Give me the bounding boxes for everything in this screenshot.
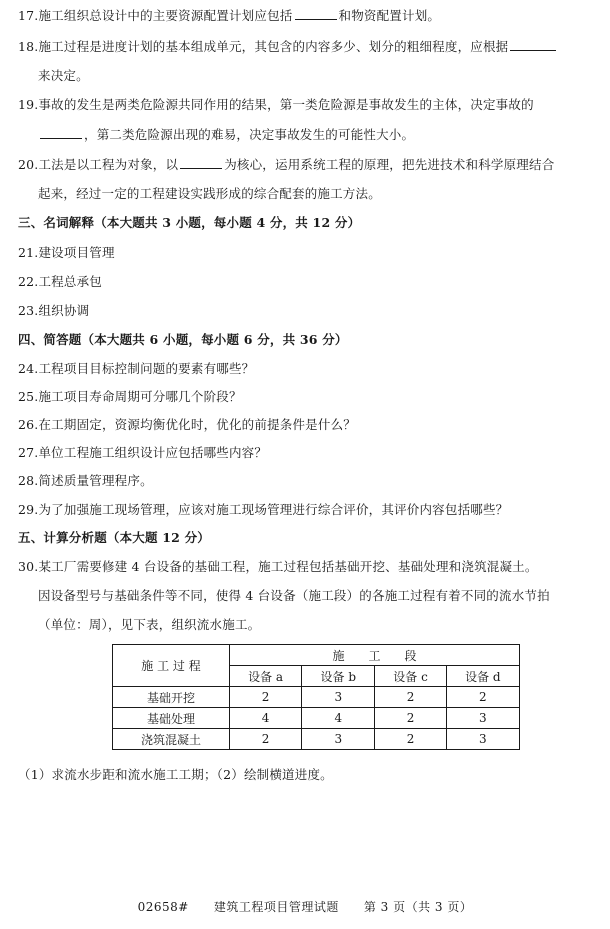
question-30: 30.某工厂需要修建 4 台设备的基础工程，施工过程包括基础开挖、基础处理和浇筑混凝土。 <box>18 559 538 574</box>
section-5-heading: 五、计算分析题（本大题 12 分） <box>18 530 210 545</box>
question-29: 29.为了加强施工现场管理，应该对施工现场管理进行综合评价，其评价内容包括哪些？ <box>18 502 509 517</box>
question-text: 施工组织总设计中的主要资源配置计划应包括 <box>38 8 293 23</box>
row-header: 基础开挖 <box>113 687 230 708</box>
column-header: 设备 d <box>446 666 519 687</box>
section-4-heading: 四、简答题（本大题共 6 小题，每小题 6 分，共 36 分） <box>18 332 348 347</box>
page-footer: 02658# 建筑工程项目管理试题 第 3 页（共 3 页） <box>137 900 473 914</box>
question-number: 20. <box>18 157 39 172</box>
question-22: 22.工程总承包 <box>18 274 102 289</box>
question-text: 施工过程是进度计划的基本组成单元，其包含的内容多少、划分的粗细程度，应根据 <box>38 39 509 54</box>
question-23: 23.组织协调 <box>18 303 90 318</box>
row-header: 基础处理 <box>113 708 230 729</box>
table-cell: 2 <box>230 729 302 750</box>
table-cell: 2 <box>446 687 519 708</box>
question-21: 21.建设项目管理 <box>18 245 115 260</box>
table-cell: 2 <box>230 687 302 708</box>
question-17 <box>18 6 440 24</box>
question-18-continued <box>38 66 89 84</box>
question-24: 24.工程项目目标控制问题的要素有哪些？ <box>18 361 255 376</box>
question-26: 26.在工期固定，资源均衡优化时，优化的前提条件是什么？ <box>18 417 356 432</box>
question-number: 18. <box>18 39 39 54</box>
question-30-continued: 因设备型号与基础条件等不同，使得 4 台设备（施工段）的各施工过程有着不同的流水节拍 <box>38 588 550 603</box>
question-19-continued <box>38 125 414 143</box>
table-cell: 3 <box>446 708 519 729</box>
flow-beat-table <box>112 644 520 750</box>
question-number: 19. <box>18 97 39 112</box>
column-header: 设备 a <box>230 666 302 687</box>
column-header: 设备 b <box>302 666 375 687</box>
row-header: 浇筑混凝土 <box>113 729 230 750</box>
question-30-continued: （单位：周），见下表，组织流水施工。 <box>38 617 261 632</box>
question-text: 事故的发生是两类危险源共同作用的结果，第一类危险源是事故发生的主体，决定事故的 <box>38 97 534 112</box>
table-cell: 2 <box>375 687 446 708</box>
question-18 <box>18 37 558 55</box>
table-corner-header: 施 工 过 程 <box>113 645 230 687</box>
table-cell: 2 <box>375 708 446 729</box>
section-3-heading: 三、名词解释（本大题共 3 小题，每小题 4 分，共 12 分） <box>18 215 361 230</box>
answer-blank <box>510 39 556 51</box>
table-cell: 4 <box>302 708 375 729</box>
answer-blank <box>40 127 82 139</box>
question-text: 工法是以工程为对象，以 <box>38 157 179 172</box>
table-row <box>113 687 520 708</box>
question-28: 28.简述质量管理程序。 <box>18 473 153 488</box>
question-27: 27.单位工程施工组织设计应包括哪些内容？ <box>18 445 268 460</box>
column-header: 设备 c <box>375 666 446 687</box>
answer-blank <box>295 8 337 20</box>
question-text: 起来，经过一定的工程建设实践形成的综合配套的施工方法。 <box>38 186 381 201</box>
question-text: 和物资配置计划。 <box>338 8 441 23</box>
question-text: 为核心，运用系统工程的原理，把先进技术和科学原理结合 <box>224 157 555 172</box>
table-cell: 3 <box>302 687 375 708</box>
table-group-header: 施 工 段 <box>230 645 520 666</box>
table-row <box>113 729 520 750</box>
question-text: ，第二类危险源出现的难易，决定事故发生的可能性大小。 <box>84 127 415 142</box>
question-25: 25.施工项目寿命周期可分哪几个阶段？ <box>18 389 242 404</box>
table-cell: 4 <box>230 708 302 729</box>
table-row <box>113 708 520 729</box>
question-19 <box>18 95 534 113</box>
question-20 <box>18 155 554 173</box>
table-cell: 2 <box>375 729 446 750</box>
question-20-continued <box>38 184 381 202</box>
question-text: 来决定。 <box>38 68 89 83</box>
table-cell: 3 <box>446 729 519 750</box>
table-header-row <box>113 645 520 666</box>
question-number: 17. <box>18 8 39 23</box>
table-cell: 3 <box>302 729 375 750</box>
question-30-task: （1）求流水步距和流水施工工期；（2）绘制横道进度。 <box>18 767 333 782</box>
answer-blank <box>180 157 222 169</box>
